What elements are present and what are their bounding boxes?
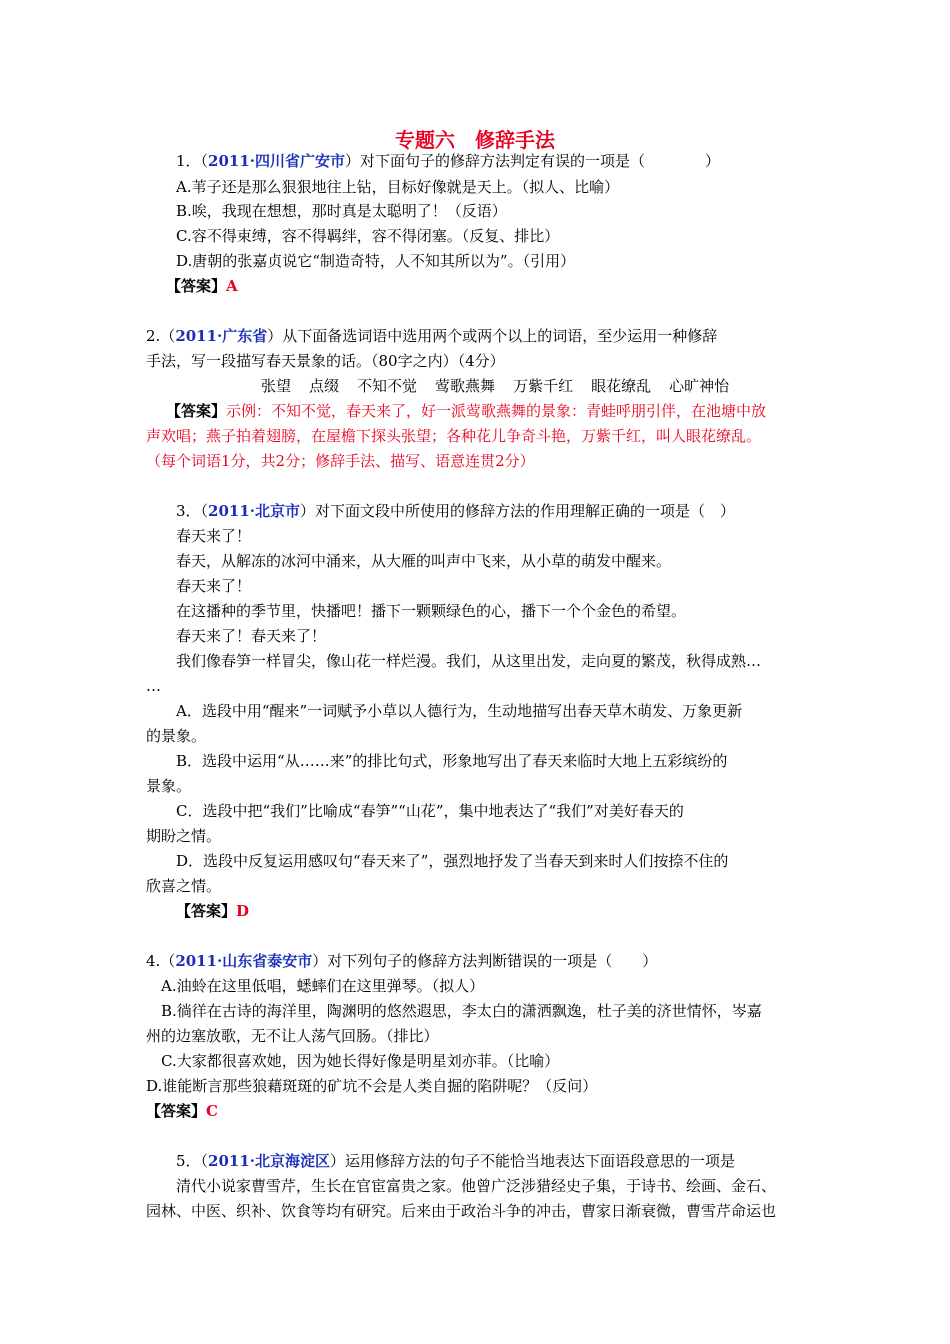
q2-answer-cont: 声欢唱；燕子拍着翅膀，在屋檐下探头张望；各种花儿争奇斗艳，万紫千红，叫人眼花缭乱。 — [146, 427, 762, 445]
q1-option-c: C.容不得束缚，容不得羁绊，容不得闭塞。（反复、排比） — [176, 227, 560, 245]
q5-passage-line: 清代小说家曹雪芹，生长在官宦富贵之家。他曾广泛涉猎经史子集，于诗书、绘画、金石、 — [176, 1177, 777, 1195]
q3-option-b-cont: 景象。 — [146, 777, 192, 795]
q4-option-c: C.大家都很喜欢她，因为她长得好像是明星刘亦菲。（比喻） — [161, 1052, 560, 1070]
q1-option-b: B.唉，我现在想想，那时真是太聪明了！（反语） — [176, 202, 507, 220]
q4-source: 2011·山东省泰安市 — [175, 952, 313, 970]
q4-option-b-cont: 州的边塞放歌，无不让人荡气回肠。（排比） — [146, 1027, 439, 1045]
q1-source: 2011·四川省广安市 — [208, 152, 346, 170]
q4-option-a: A.油蛉在这里低唱，蟋蟀们在这里弹琴。（拟人） — [161, 977, 485, 995]
word: 万紫千红 — [513, 377, 574, 395]
q3-option-a-cont: 的景象。 — [146, 727, 207, 745]
q2-stem-cont: 手法，写一段描写春天景象的话。（80字之内）（4分） — [146, 352, 505, 370]
word: 张望 — [261, 377, 292, 395]
q1-answer: 【答案】A — [166, 277, 238, 295]
q1-option-d: D.唐朝的张嘉贞说它“制造奇特，人不知其所以为”。（引用） — [176, 252, 576, 270]
page-title: 专题六 修辞手法 — [395, 128, 555, 152]
q2-scoring-note: （每个词语1分，共2分；修辞手法、描写、语意连贯2分） — [146, 452, 535, 470]
q5-stem: 5．（2011·北京海淀区）运用修辞方法的句子不能恰当地表达下面语段意思的一项是 — [176, 1152, 736, 1170]
q2-stem: 2.（2011·广东省）从下面备选词语中选用两个或两个以上的词语，至少运用一种修辞 — [146, 327, 718, 345]
q4-option-d: D.谁能断言那些狼藉斑斑的矿坑不会是人类自掘的陷阱呢？（反问） — [146, 1077, 598, 1095]
q2-word-list — [261, 376, 729, 396]
word: 莺歌燕舞 — [435, 377, 496, 395]
q3-passage-line: … — [146, 677, 161, 695]
q4-answer: 【答案】C — [146, 1102, 218, 1120]
q3-answer: 【答案】D — [176, 902, 250, 920]
q4-stem: 4.（2011·山东省泰安市）对下列句子的修辞方法判断错误的一项是（ ） — [146, 952, 658, 970]
q3-option-d: D．选段中反复运用感叹句“春天来了”，强烈地抒发了当春天到来时人们按捺不住的 — [176, 852, 729, 870]
q5-source: 2011·北京海淀区 — [208, 1152, 331, 1170]
q3-option-a: A．选段中用“醒来”一词赋予小草以人德行为，生动地描写出春天草木萌发、万象更新 — [176, 702, 743, 720]
q3-option-c-cont: 期盼之情。 — [146, 827, 222, 845]
q5-passage-line: 园林、中医、织补、饮食等均有研究。后来由于政治斗争的冲击，曹家日渐衰微，曹雪芹命运也 — [146, 1202, 777, 1220]
q3-passage-line: 在这播种的季节里，快播吧！播下一颗颗绿色的心，播下一个个金色的希望。 — [176, 602, 687, 620]
q2-source: 2011·广东省 — [175, 327, 268, 345]
q2-answer: 【答案】示例：不知不觉，春天来了，好一派莺歌燕舞的景象：青蛙呼朋引伴，在池塘中放 — [166, 402, 767, 420]
q3-option-c: C．选段中把“我们”比喻成“春笋”“山花”，集中地表达了“我们”对美好春天的 — [176, 802, 684, 820]
q1-stem: 1．（2011·四川省广安市）对下面句子的修辞方法判定有误的一项是（ ） — [176, 152, 721, 170]
q3-passage-line: 春天来了！ — [176, 577, 252, 595]
word: 点缀 — [309, 377, 340, 395]
q3-passage-line: 春天，从解冻的冰河中涌来，从大雁的叫声中飞来，从小草的萌发中醒来。 — [176, 552, 672, 570]
q3-stem: 3．（2011·北京市）对下面文段中所使用的修辞方法的作用理解正确的一项是（ ） — [176, 502, 736, 520]
q3-option-d-cont: 欣喜之情。 — [146, 877, 222, 895]
q3-passage-line: 春天来了！春天来了！ — [176, 627, 327, 645]
q3-source: 2011·北京市 — [208, 502, 301, 520]
q1-option-a: A.苇子还是那么狠狠地往上钻，目标好像就是天上。（拟人、比喻） — [176, 178, 620, 196]
q4-option-b: B.徜徉在古诗的海洋里，陶渊明的悠然遐思，李太白的潇洒飘逸，杜子美的济世情怀，岑嘉 — [161, 1002, 762, 1020]
q3-passage-line: 春天来了！ — [176, 527, 252, 545]
q3-option-b: B．选段中运用“从……来”的排比句式，形象地写出了春天来临时大地上五彩缤纷的 — [176, 752, 728, 770]
word: 不知不觉 — [357, 377, 418, 395]
word: 心旷神怡 — [669, 377, 730, 395]
word: 眼花缭乱 — [591, 377, 652, 395]
q3-passage-line: 我们像春笋一样冒尖，像山花一样烂漫。我们，从这里出发，走向夏的繁茂，秋得成熟… — [176, 652, 762, 670]
